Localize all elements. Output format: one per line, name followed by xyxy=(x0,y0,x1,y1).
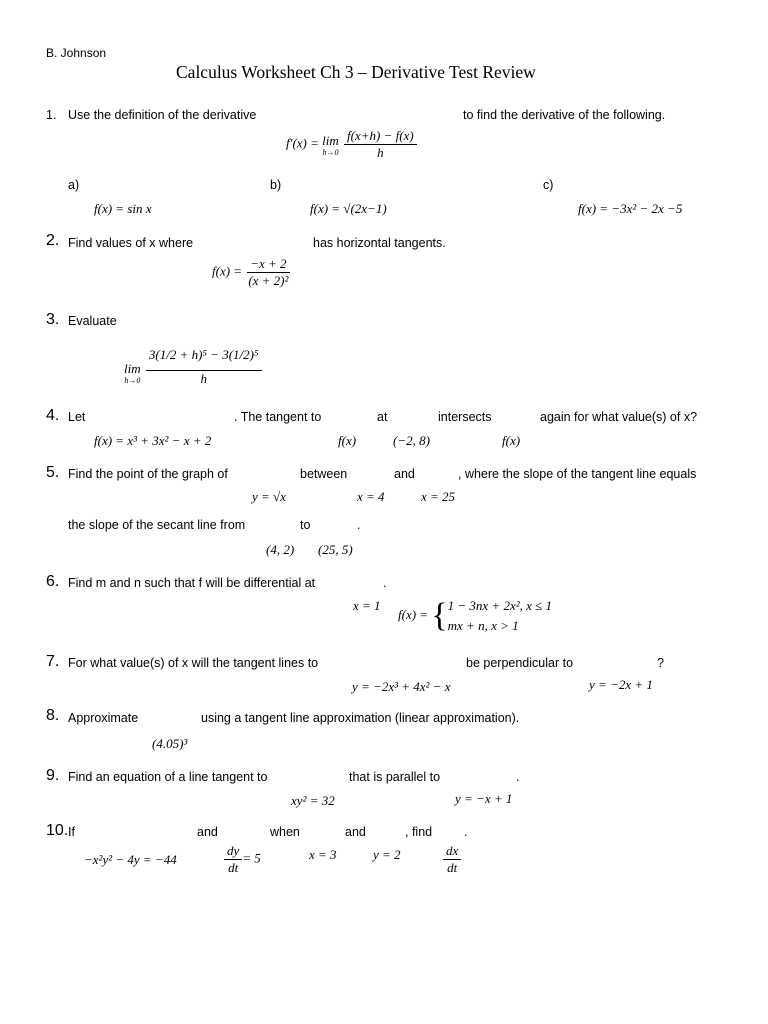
dx-dt-denominator: dt xyxy=(447,860,458,875)
problem-2-fraction xyxy=(245,256,291,289)
problem-4-text-1: Let xyxy=(68,410,86,424)
problem-9-text-2: that is parallel to xyxy=(349,770,441,784)
problem-10-equation: −x²y² − 4y = −44 xyxy=(84,852,177,867)
problem-4-fx-1: f(x) xyxy=(338,433,357,448)
problem-7-text-3: ? xyxy=(657,656,664,670)
problem-10-text-6: . xyxy=(464,825,468,839)
problem-6-lhs: f(x) = xyxy=(398,606,432,622)
problem-10-dx-dt xyxy=(443,843,461,876)
problem-9-text-3: . xyxy=(516,770,520,784)
problem-5-point-1: (4, 2) xyxy=(266,542,295,557)
problem-4-text-4: intersects xyxy=(438,410,492,424)
problem-7-function: y = −2x³ + 4x² − x xyxy=(352,679,451,694)
dx-dt-numerator: dx xyxy=(443,843,461,860)
limit-subscript-3: h→0 xyxy=(124,375,141,385)
problem-2-numerator: −x + 2 xyxy=(247,256,289,273)
part-b-label: b) xyxy=(270,178,282,192)
problem-3-fraction xyxy=(146,340,262,387)
author-name: B. Johnson xyxy=(46,46,107,60)
piecewise-brace: { xyxy=(431,597,448,634)
problem-7-text-2: be perpendicular to xyxy=(466,656,574,670)
problem-5-text-3: and xyxy=(394,467,415,481)
problem-10-number: 10. xyxy=(46,822,69,839)
problem-4-function: f(x) = x³ + 3x² − x + 2 xyxy=(94,433,212,448)
problem-9-curve: xy² = 32 xyxy=(291,793,335,808)
part-c-label: c) xyxy=(543,178,554,192)
problem-3-denominator: h xyxy=(200,371,207,386)
problem-9-line: y = −x + 1 xyxy=(455,791,513,806)
limit-text: lim xyxy=(322,132,339,148)
problem-6-number: 6. xyxy=(46,573,60,590)
problem-5-text-1: Find the point of the graph of xyxy=(68,467,228,481)
part-b-function: f(x) = √(2x−1) xyxy=(310,201,387,216)
problem-5-text-4: , where the slope of the tangent line equals xyxy=(458,467,697,481)
problem-2-function xyxy=(212,256,291,289)
problem-4-text-5: again for what value(s) of x? xyxy=(540,410,698,424)
dy-dt-rhs: = 5 xyxy=(242,850,261,866)
problem-3-limit xyxy=(124,340,262,387)
piecewise-case-2: mx + n, x > 1 xyxy=(447,618,519,633)
piecewise-case-1: 1 − 3nx + 2x², x ≤ 1 xyxy=(447,598,553,613)
problem-2-number: 2. xyxy=(46,232,60,249)
problem-5-x-end: x = 25 xyxy=(421,489,456,504)
difference-quotient-denominator: h xyxy=(377,145,384,160)
problem-1-text-2: to find the derivative of the following. xyxy=(463,108,666,122)
problem-2-text-2: has horizontal tangents. xyxy=(313,236,446,250)
problem-2-denominator: (x + 2)² xyxy=(248,273,289,288)
problem-6-text-1: Find m and n such that f will be differential at xyxy=(68,576,316,590)
derivative-definition xyxy=(286,128,417,161)
part-c-function: f(x) = −3x² − 2x −5 xyxy=(578,201,683,216)
problem-5-point-2: (25, 5) xyxy=(318,542,353,557)
problem-3-numerator: 3(1/2 + h)⁵ − 3(1/2)⁵ xyxy=(146,340,262,371)
difference-quotient-numerator: f(x+h) − f(x) xyxy=(344,128,417,145)
problem-4-number: 4. xyxy=(46,407,60,424)
problem-10-text-4: and xyxy=(345,825,366,839)
problem-10-text-3: when xyxy=(270,825,300,839)
problem-5-number: 5. xyxy=(46,464,60,481)
problem-4-text-3: at xyxy=(377,410,388,424)
problem-8-text-2: using a tangent line approximation (linear approximation). xyxy=(201,711,520,725)
problem-3-text: Evaluate xyxy=(68,314,117,328)
problem-5-x-start: x = 4 xyxy=(357,489,385,504)
part-a-function: f(x) = sin x xyxy=(94,201,152,216)
problem-9-text-1: Find an equation of a line tangent to xyxy=(68,770,268,784)
problem-6-piecewise xyxy=(398,596,552,636)
difference-quotient xyxy=(344,128,417,161)
dy-dt-denominator: dt xyxy=(228,860,239,875)
problem-8-number: 8. xyxy=(46,707,60,724)
dx-dt-fraction xyxy=(443,843,461,876)
limit-operator xyxy=(322,133,339,157)
limit-subscript: h→0 xyxy=(322,147,339,157)
problem-4-text-2: . The tangent to xyxy=(234,410,322,424)
problem-3-number: 3. xyxy=(46,311,60,328)
problem-1-text: Use the definition of the derivative xyxy=(68,108,257,122)
problem-6-x-value: x = 1 xyxy=(353,598,381,613)
limit-text-3: lim xyxy=(124,360,141,376)
problem-5-text-5: the slope of the secant line from xyxy=(68,518,246,532)
problem-10-dy-dt xyxy=(224,843,261,876)
problem-2-text: Find values of x where xyxy=(68,236,194,250)
page-title: Calculus Worksheet Ch 3 – Derivative Test Review xyxy=(176,62,536,82)
derivative-lhs: f′(x) = xyxy=(286,135,323,151)
problem-4-point: (−2, 8) xyxy=(393,433,430,448)
dy-dt-numerator: dy xyxy=(224,843,242,860)
problem-6-text-2: . xyxy=(383,576,387,590)
problem-10-y-value: y = 2 xyxy=(373,847,401,862)
problem-5-text-7: . xyxy=(357,518,361,532)
problem-10-text-5: , find xyxy=(405,825,433,839)
problem-10-x-value: x = 3 xyxy=(309,847,337,862)
dy-dt-fraction xyxy=(224,843,242,876)
problem-2-lhs: f(x) = xyxy=(212,263,246,279)
problem-5-text-2: between xyxy=(300,467,348,481)
problem-8-expression: (4.05)³ xyxy=(152,736,188,751)
problem-9-number: 9. xyxy=(46,767,60,784)
problem-5-function: y = √x xyxy=(252,489,286,504)
problem-7-text-1: For what value(s) of x will the tangent lines to xyxy=(68,656,319,670)
problem-7-line: y = −2x + 1 xyxy=(589,677,653,692)
problem-5-text-6: to xyxy=(300,518,311,532)
part-a-label: a) xyxy=(68,178,80,192)
problem-10-text-1: If xyxy=(68,825,75,839)
limit-operator-3 xyxy=(124,361,141,385)
problem-4-fx-2: f(x) xyxy=(502,433,521,448)
problem-10-text-2: and xyxy=(197,825,218,839)
piecewise-cases xyxy=(448,596,552,636)
problem-1-number: 1. xyxy=(46,108,57,122)
problem-7-number: 7. xyxy=(46,653,60,670)
problem-8-text-1: Approximate xyxy=(68,711,139,725)
